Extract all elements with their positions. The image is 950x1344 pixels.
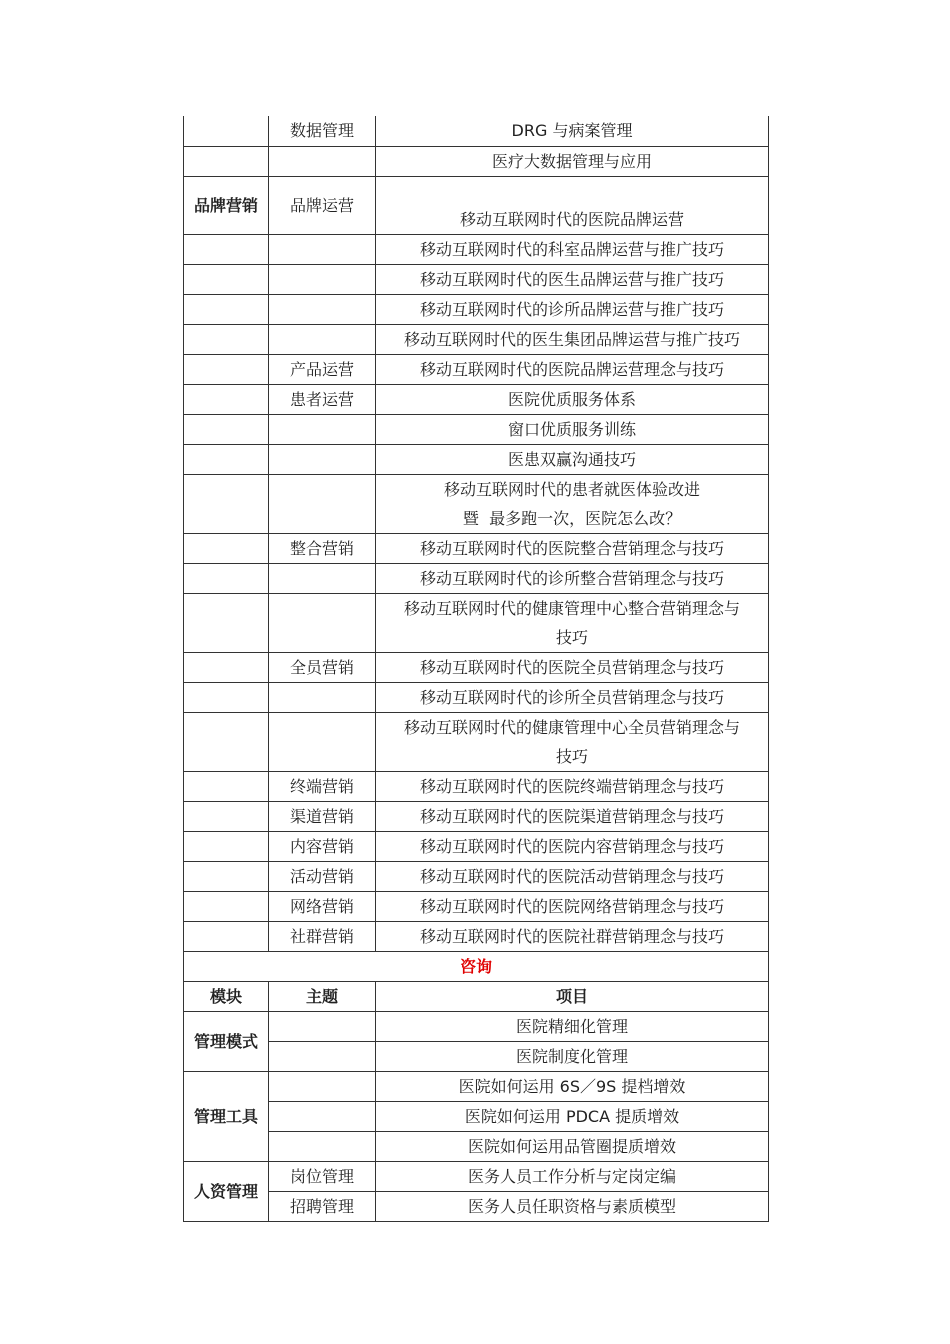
- module-cell: [184, 682, 269, 712]
- item-cell: 移动互联网时代的医院网络营销理念与技巧: [376, 891, 769, 921]
- module-cell: [184, 831, 269, 861]
- item-line-2: 技巧: [555, 746, 588, 766]
- table-row: [184, 1191, 769, 1221]
- module-cell: [184, 921, 269, 951]
- topic-cell: [269, 1101, 376, 1131]
- table-row: [184, 234, 769, 264]
- module-cell: [184, 563, 269, 593]
- table-row: [184, 176, 769, 234]
- item-cell: 医院如何运用品管圈提质增效: [376, 1131, 769, 1161]
- header-row: [184, 981, 769, 1011]
- item-cell: 移动互联网时代的医院全员营销理念与技巧: [376, 652, 769, 682]
- topic-cell: [269, 474, 376, 533]
- table-row: [184, 444, 769, 474]
- item-cell: 医务人员任职资格与素质模型: [376, 1191, 769, 1221]
- item-cell: 移动互联网时代的诊所品牌运营与推广技巧: [376, 294, 769, 324]
- table-row: [184, 652, 769, 682]
- module-cell: [184, 474, 269, 533]
- item-line-2: 技巧: [555, 627, 588, 647]
- topic-cell: 数据管理: [269, 116, 376, 146]
- topic-cell: 活动营销: [269, 861, 376, 891]
- section-row: [184, 951, 769, 981]
- module-cell: [184, 234, 269, 264]
- item-cell: [376, 593, 769, 652]
- topic-cell: 终端营销: [269, 771, 376, 801]
- topic-cell: [269, 1071, 376, 1101]
- module-cell: 品牌营销: [184, 176, 269, 234]
- module-cell: [184, 652, 269, 682]
- item-line-1: 移动互联网时代的患者就医体验改进: [443, 479, 700, 499]
- table-row: [184, 921, 769, 951]
- topic-cell: 内容营销: [269, 831, 376, 861]
- module-cell: [184, 324, 269, 354]
- module-cell: [184, 593, 269, 652]
- item-cell: 移动互联网时代的医院整合营销理念与技巧: [376, 533, 769, 563]
- header-module: 模块: [184, 981, 269, 1011]
- topic-cell: [269, 146, 376, 176]
- module-cell: 管理工具: [184, 1071, 269, 1161]
- module-cell: [184, 533, 269, 563]
- table-row: [184, 801, 769, 831]
- table-row: [184, 891, 769, 921]
- item-line-1: 移动互联网时代的健康管理中心全员营销理念与: [403, 717, 740, 737]
- header-item: 项目: [376, 981, 769, 1011]
- table-row: [184, 474, 769, 533]
- module-cell: [184, 861, 269, 891]
- header-topic: 主题: [269, 981, 376, 1011]
- item-line-2: 暨 最多跑一次，医院怎么改？: [462, 508, 682, 528]
- module-cell: [184, 116, 269, 146]
- item-cell: 医院如何运用 PDCA 提质增效: [376, 1101, 769, 1131]
- topic-cell: [269, 1011, 376, 1041]
- item-cell: 医院如何运用 6S／9S 提档增效: [376, 1071, 769, 1101]
- item-cell: 医疗大数据管理与应用: [376, 146, 769, 176]
- module-cell: [184, 384, 269, 414]
- item-cell: 移动互联网时代的医院品牌运营: [376, 176, 769, 234]
- module-cell: [184, 771, 269, 801]
- topic-cell: [269, 682, 376, 712]
- topic-cell: [269, 593, 376, 652]
- table-row: [184, 1071, 769, 1101]
- module-cell: [184, 414, 269, 444]
- item-cell: 移动互联网时代的诊所全员营销理念与技巧: [376, 682, 769, 712]
- table-row: [184, 1011, 769, 1041]
- topic-cell: 渠道营销: [269, 801, 376, 831]
- module-cell: [184, 294, 269, 324]
- topic-cell: 社群营销: [269, 921, 376, 951]
- table-row: [184, 563, 769, 593]
- table-row: [184, 146, 769, 176]
- module-cell: [184, 444, 269, 474]
- item-cell: 医院精细化管理: [376, 1011, 769, 1041]
- topic-cell: [269, 1131, 376, 1161]
- item-cell: 医务人员工作分析与定岗定编: [376, 1161, 769, 1191]
- item-cell: 移动互联网时代的医院活动营销理念与技巧: [376, 861, 769, 891]
- table-row: [184, 1161, 769, 1191]
- table-row: [184, 354, 769, 384]
- table-row: [184, 264, 769, 294]
- table-row: [184, 771, 769, 801]
- module-cell: [184, 264, 269, 294]
- table-row: [184, 384, 769, 414]
- item-cell: 移动互联网时代的科室品牌运营与推广技巧: [376, 234, 769, 264]
- table-row: [184, 593, 769, 652]
- item-cell: 窗口优质服务训练: [376, 414, 769, 444]
- section-title: 咨询: [184, 951, 769, 981]
- training-table-body: [184, 116, 769, 1221]
- table-row: [184, 712, 769, 771]
- item-cell: DRG 与病案管理: [376, 116, 769, 146]
- topic-cell: 品牌运营: [269, 176, 376, 234]
- table-row: [184, 1041, 769, 1071]
- item-cell: 移动互联网时代的医生集团品牌运营与推广技巧: [376, 324, 769, 354]
- topic-cell: 产品运营: [269, 354, 376, 384]
- item-line-1: 移动互联网时代的健康管理中心整合营销理念与: [403, 598, 740, 618]
- topic-cell: [269, 264, 376, 294]
- course-table: [183, 116, 767, 1222]
- topic-cell: [269, 234, 376, 264]
- item-cell: 医患双赢沟通技巧: [376, 444, 769, 474]
- table-row: [184, 116, 769, 146]
- module-cell: 人资管理: [184, 1161, 269, 1221]
- item-cell: 医院优质服务体系: [376, 384, 769, 414]
- module-cell: 管理模式: [184, 1011, 269, 1071]
- topic-cell: [269, 444, 376, 474]
- table-row: [184, 861, 769, 891]
- item-cell: 医院制度化管理: [376, 1041, 769, 1071]
- module-cell: [184, 712, 269, 771]
- topic-cell: 网络营销: [269, 891, 376, 921]
- course-table-grid: [183, 116, 769, 1222]
- module-cell: [184, 801, 269, 831]
- topic-cell: [269, 1041, 376, 1071]
- topic-cell: 患者运营: [269, 384, 376, 414]
- item-cell: 移动互联网时代的医生品牌运营与推广技巧: [376, 264, 769, 294]
- item-cell: 移动互联网时代的医院社群营销理念与技巧: [376, 921, 769, 951]
- topic-cell: 整合营销: [269, 533, 376, 563]
- module-cell: [184, 354, 269, 384]
- item-cell: 移动互联网时代的医院内容营销理念与技巧: [376, 831, 769, 861]
- module-cell: [184, 146, 269, 176]
- table-row: [184, 324, 769, 354]
- topic-cell: [269, 324, 376, 354]
- table-row: [184, 1101, 769, 1131]
- table-row: [184, 1131, 769, 1161]
- topic-cell: 岗位管理: [269, 1161, 376, 1191]
- table-row: [184, 533, 769, 563]
- item-cell: 移动互联网时代的诊所整合营销理念与技巧: [376, 563, 769, 593]
- table-row: [184, 682, 769, 712]
- topic-cell: 全员营销: [269, 652, 376, 682]
- table-row: [184, 831, 769, 861]
- topic-cell: [269, 712, 376, 771]
- topic-cell: [269, 414, 376, 444]
- topic-cell: 招聘管理: [269, 1191, 376, 1221]
- item-cell: 移动互联网时代的医院渠道营销理念与技巧: [376, 801, 769, 831]
- module-cell: [184, 891, 269, 921]
- table-row: [184, 294, 769, 324]
- item-cell: 移动互联网时代的医院终端营销理念与技巧: [376, 771, 769, 801]
- item-cell: [376, 712, 769, 771]
- table-row: [184, 414, 769, 444]
- topic-cell: [269, 563, 376, 593]
- item-cell: [376, 474, 769, 533]
- topic-cell: [269, 294, 376, 324]
- item-cell: 移动互联网时代的医院品牌运营理念与技巧: [376, 354, 769, 384]
